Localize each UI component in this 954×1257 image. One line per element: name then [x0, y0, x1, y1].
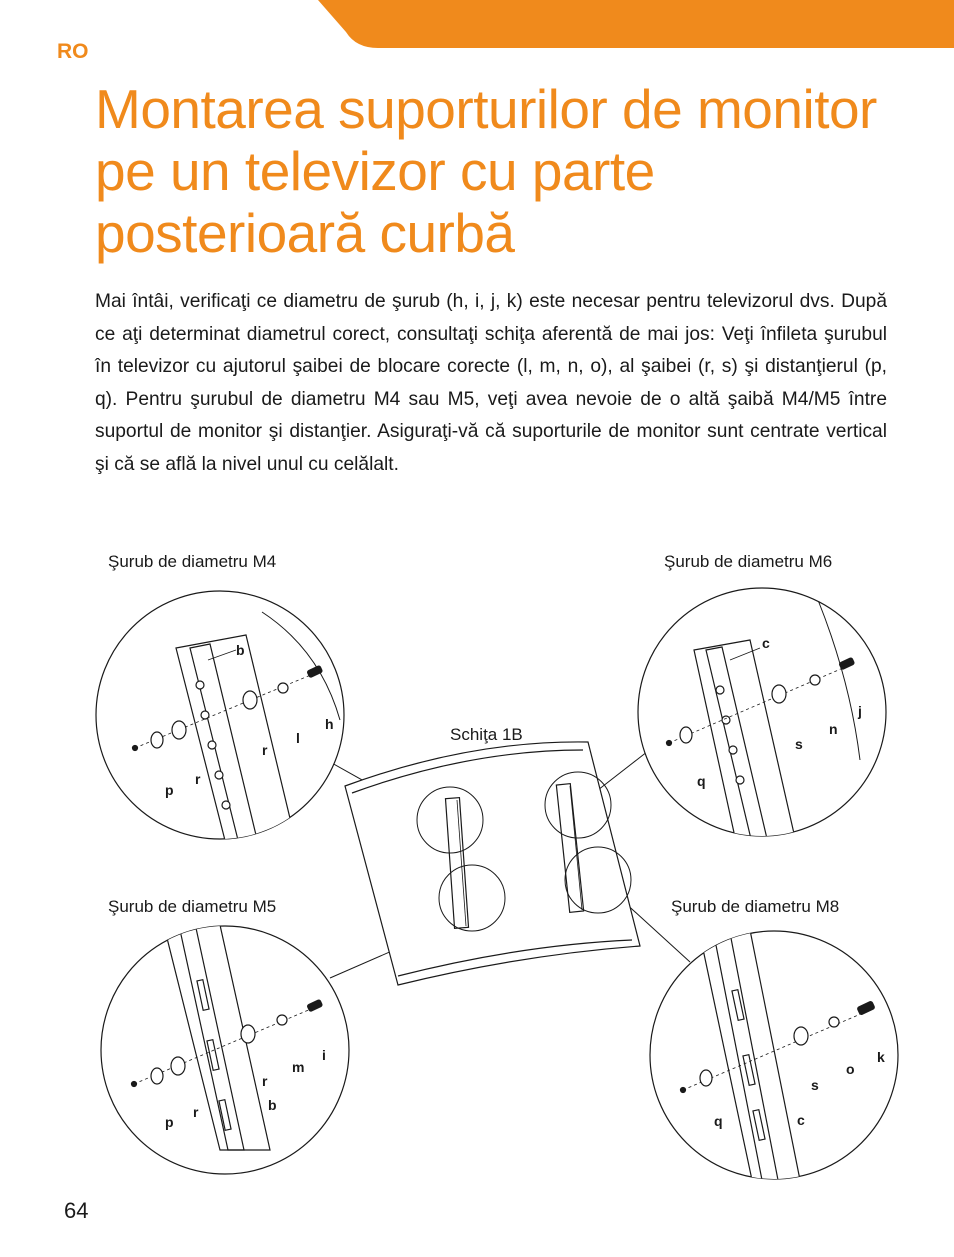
caption-m6: Şurub de diametru M6 — [664, 552, 833, 571]
caption-m5: Şurub de diametru M5 — [108, 897, 277, 916]
label-m4-spacer: p — [165, 782, 174, 798]
label-m5-screw: i — [322, 1047, 326, 1063]
label-m4-bracket: b — [236, 642, 245, 658]
detail-m8 — [650, 930, 898, 1180]
label-m4-screw: h — [325, 716, 334, 732]
instructions-paragraph: Mai întâi, verificaţi ce diametru de şurub (h, i, j, k) este necesar pentru televizorul dvs. După ce aţi determinat diametrul corect, consultaţi schiţa aferentă de mai jos: Veţi înfileta şurubul în televizor cu ajutorul şaibei de blocare corecte (l, m, n, o), al şaibei (r, s) şi distanţierul (p, q). Pentru şurubul de diametru M4 sau M5, veţi avea nevoie de o altă şaibă M4/M5 între suportul de monitor şi distanţier. Asiguraţi-vă că suporturile de monitor sunt centrate vertical şi că se află la nivel unul cu celălalt. — [95, 291, 887, 475]
caption-m8: Şurub de diametru M8 — [671, 897, 840, 916]
label-m5-washer-2: r — [193, 1104, 199, 1120]
label-m5-lock-washer: m — [292, 1059, 305, 1075]
label-m5-bracket: b — [268, 1097, 277, 1113]
diagram-main-label: Schiţa 1B — [450, 725, 523, 744]
label-m4-washer-2: r — [195, 771, 201, 787]
caption-m4: Şurub de diametru M4 — [108, 552, 277, 571]
detail-m4 — [96, 591, 344, 860]
label-m5-washer: r — [262, 1073, 268, 1089]
label-m5-spacer: p — [165, 1114, 174, 1130]
label-m4-washer: r — [262, 742, 268, 758]
label-m6-lock-washer: n — [829, 721, 838, 737]
language-code: RO — [57, 40, 89, 63]
page-number: 64 — [64, 1198, 89, 1223]
tv-back-panel — [345, 742, 640, 985]
page-title: Montarea suporturilor de monitor pe un televizor cu parte posterioară curbă — [95, 78, 877, 264]
label-m6-spacer: q — [697, 773, 706, 789]
label-m6-screw: j — [858, 703, 862, 719]
label-m8-lock-washer: o — [846, 1061, 855, 1077]
detail-m5 — [101, 925, 349, 1174]
label-m6-bracket: c — [762, 635, 770, 651]
label-m8-washer: s — [811, 1077, 819, 1093]
label-m6-washer: s — [795, 736, 803, 752]
label-m8-bracket: c — [797, 1112, 805, 1128]
detail-m6 — [638, 588, 886, 860]
label-m4-lock-washer: l — [296, 730, 300, 746]
label-m8-spacer: q — [714, 1113, 723, 1129]
label-m8-screw: k — [877, 1049, 885, 1065]
